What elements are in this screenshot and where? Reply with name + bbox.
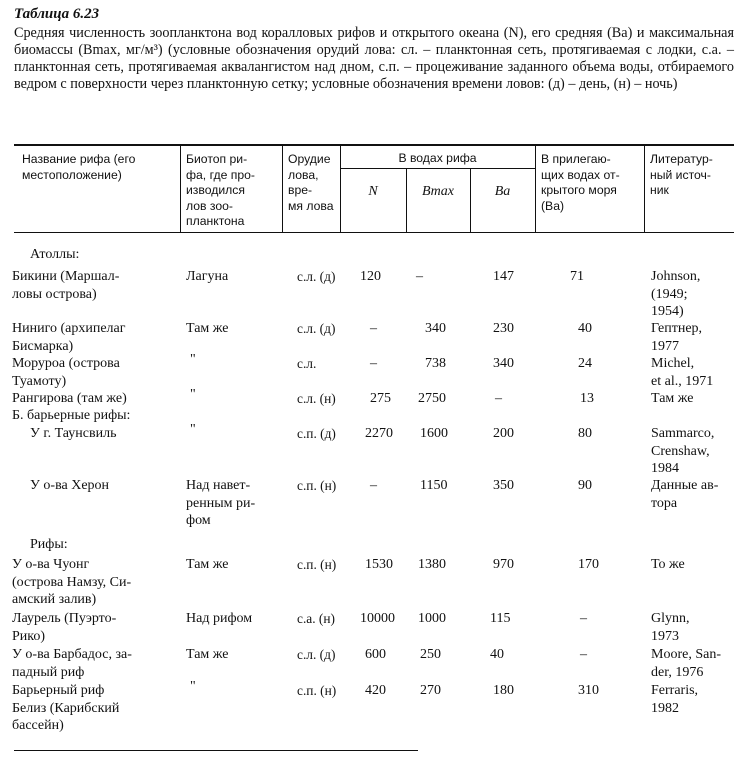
cell-biotope: " (190, 387, 196, 402)
cell-biotope: Над навет- ренным ри- фом (186, 478, 256, 528)
cell-open-sea: 310 (578, 683, 599, 698)
cell-bmax: 2750 (418, 391, 446, 406)
header-open-sea: В прилегаю- щих водах от- крытого моря (Ba) (541, 152, 620, 213)
cell-literature: Michel, et al., 1971 (651, 356, 714, 389)
header-inner-rule (340, 168, 535, 169)
cell-bmax: – (416, 269, 423, 284)
cell-open-sea: 90 (578, 478, 592, 493)
cell-gear: с.п. (д) (297, 426, 336, 441)
header-divider (180, 146, 181, 232)
cell-ba: 340 (493, 356, 514, 371)
cell-reef: Бикини (Маршал- ловы острова) (12, 269, 120, 302)
table-bottom-rule (14, 750, 418, 751)
cell-literature: То же (651, 557, 685, 572)
cell-n: 10000 (360, 611, 395, 626)
cell-gear: с.п. (н) (297, 557, 337, 572)
cell-ba: 180 (493, 683, 514, 698)
cell-gear: с.п. (н) (297, 683, 337, 698)
header-divider (470, 168, 471, 232)
cell-gear: с.л. (297, 356, 317, 371)
cell-literature: Ferraris, 1982 (651, 683, 699, 716)
cell-biotope: " (190, 679, 196, 694)
cell-n: 1530 (365, 557, 393, 572)
cell-open-sea: 13 (580, 391, 594, 406)
cell-n: 600 (365, 647, 386, 662)
cell-n: 275 (370, 391, 391, 406)
cell-reef: Лаурель (Пуэрто- Рико) (12, 611, 117, 644)
cell-reef: Моруроа (острова Туамоту) (12, 356, 120, 389)
section-reefs: Рифы: (30, 537, 68, 552)
cell-bmax: 1150 (420, 478, 448, 493)
cell-biotope: Там же (186, 557, 229, 572)
cell-ba: 40 (490, 647, 504, 662)
cell-ba: 970 (493, 557, 514, 572)
cell-reef: У о-ва Барбадос, за- падный риф (12, 647, 132, 680)
cell-open-sea: 24 (578, 356, 592, 371)
header-divider (644, 146, 645, 232)
cell-ba: 230 (493, 321, 514, 336)
cell-literature: Гептнер, 1977 (651, 321, 703, 354)
cell-ba: 115 (490, 611, 511, 626)
cell-ba: 147 (493, 269, 514, 284)
cell-bmax: 1380 (418, 557, 446, 572)
cell-open-sea: – (580, 611, 587, 626)
cell-bmax: 250 (420, 647, 441, 662)
header-divider (535, 146, 536, 232)
cell-n: – (370, 478, 377, 493)
cell-reef: Барьерный риф Белиз (Карибский бассейн) (12, 683, 120, 733)
cell-literature: Johnson, (1949; 1954) (651, 269, 701, 319)
cell-reef: У о-ва Херон (30, 478, 110, 493)
cell-gear: с.л. (д) (297, 321, 336, 336)
cell-reef: Ниниго (архипелаг Бисмарка) (12, 321, 126, 354)
header-literature: Литератур- ный источ- ник (650, 152, 713, 197)
table-caption: Средняя численность зоопланктона вод коралловых рифов и открытого океана (N), его средняя (Ba) и максимальная биомассы (Bmax, мг/м³) (условные обозначения орудий лова: сл. – планктонная сеть, протягиваемая с лодки, с.а. – планктонная сеть, протягиваемая аквалангистом над дном, с.п. – процеживание заданного объема воды, отбираемого ведром с поверхности через планктонную сетку; условные обозначения времени ловов: (д) – день, (н) – ночь) (14, 25, 734, 92)
cell-literature: Там же (651, 391, 694, 406)
cell-bmax: 270 (420, 683, 441, 698)
cell-gear: с.л. (н) (297, 391, 336, 406)
cell-bmax: 1000 (418, 611, 446, 626)
cell-biotope: Лагуна (186, 269, 229, 284)
table-top-rule (14, 144, 734, 146)
cell-open-sea: 71 (570, 269, 584, 284)
cell-bmax: 738 (425, 356, 446, 371)
header-divider (282, 146, 283, 232)
cell-literature: Sammarco, Crenshaw, 1984 (651, 426, 715, 476)
cell-open-sea: 40 (578, 321, 592, 336)
cell-bmax: 1600 (420, 426, 448, 441)
cell-reef: У г. Таунсвиль (30, 426, 117, 441)
cell-n: – (370, 321, 377, 336)
table-label: Таблица 6.23 (14, 6, 100, 22)
cell-literature: Glynn, 1973 (651, 611, 690, 644)
cell-biotope: " (190, 352, 196, 367)
section-barrier-reefs: Б. барьерные рифы: (12, 408, 131, 423)
header-in-reef-waters: В водах рифа (398, 151, 477, 165)
cell-ba: 350 (493, 478, 514, 493)
cell-gear: с.л. (д) (297, 647, 336, 662)
header-n: N (368, 184, 378, 199)
cell-literature: Moore, San- der, 1976 (651, 647, 721, 680)
cell-reef: У о-ва Чуонг (острова Намзу, Си- амский залив) (12, 557, 132, 607)
header-bmax: Bmax (422, 184, 454, 199)
cell-n: 120 (360, 269, 381, 284)
cell-reef: Рангирова (там же) (12, 391, 127, 406)
cell-n: – (370, 356, 377, 371)
cell-n: 2270 (365, 426, 393, 441)
header-bottom-rule (14, 232, 734, 233)
cell-ba: 200 (493, 426, 514, 441)
cell-open-sea: – (580, 647, 587, 662)
cell-biotope: Над рифом (186, 611, 253, 626)
header-divider (406, 168, 407, 232)
cell-gear: с.л. (д) (297, 269, 336, 284)
cell-biotope: " (190, 422, 196, 437)
cell-bmax: 340 (425, 321, 446, 336)
cell-n: 420 (365, 683, 386, 698)
header-biotope: Биотоп ри- фа, где про- изводился лов зоо- планктона (186, 152, 255, 228)
cell-gear: с.п. (н) (297, 478, 337, 493)
header-gear: Орудие лова, вре- мя лова (288, 152, 334, 213)
cell-ba: – (495, 391, 502, 406)
header-reef-name: Название рифа (его местоположение) (22, 152, 136, 182)
cell-literature: Данные ав- тора (651, 478, 719, 511)
section-atolls: Атоллы: (30, 247, 80, 262)
cell-biotope: Там же (186, 647, 229, 662)
cell-biotope: Там же (186, 321, 229, 336)
cell-open-sea: 170 (578, 557, 599, 572)
cell-open-sea: 80 (578, 426, 592, 441)
header-ba: Ba (494, 184, 511, 199)
cell-gear: с.а. (н) (297, 611, 336, 626)
